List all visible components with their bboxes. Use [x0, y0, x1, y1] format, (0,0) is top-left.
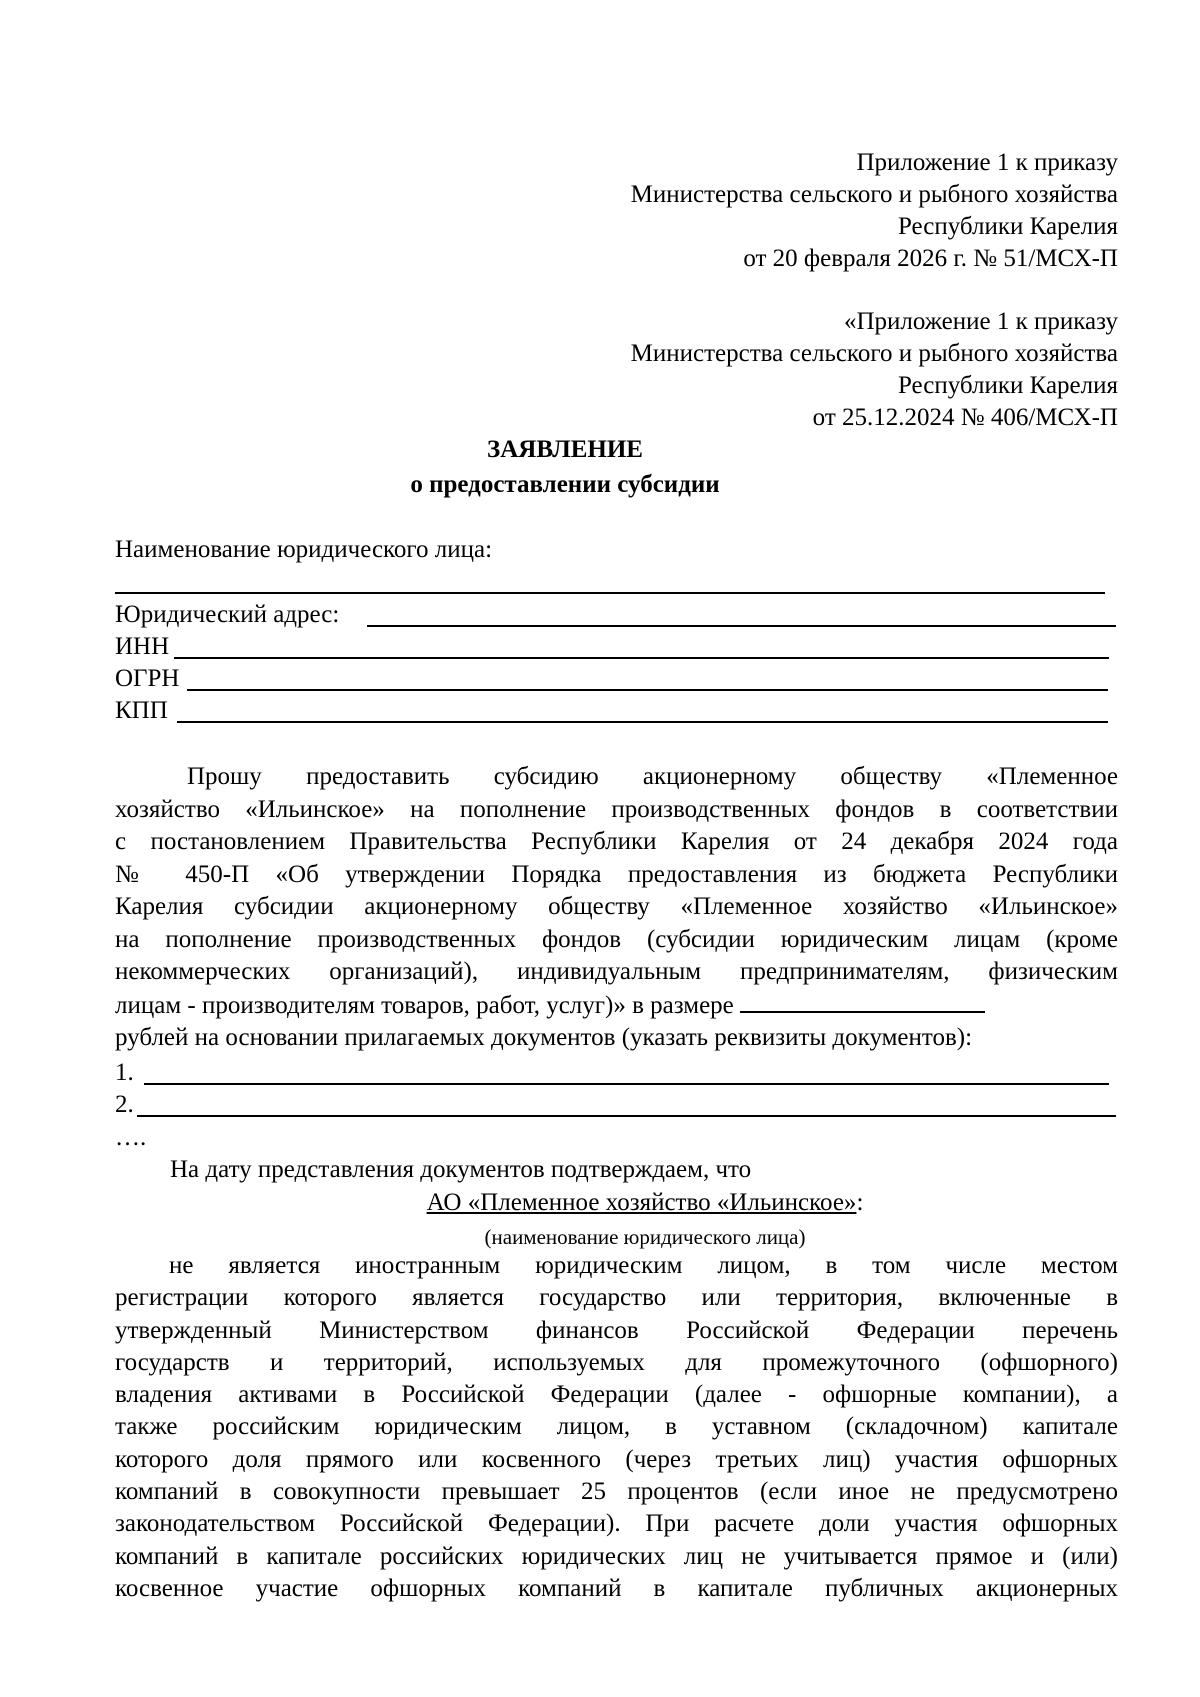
- entity-name-label: Наименование юридического лица:: [115, 536, 493, 563]
- ogrn-label: ОГРН: [115, 665, 180, 692]
- inn-line[interactable]: [174, 657, 1109, 659]
- header-line: «Приложение 1 к приказу: [843, 308, 1118, 335]
- document-title: [0, 432, 1130, 502]
- ogrn-line[interactable]: [187, 689, 1108, 691]
- inn-label: ИНН: [115, 633, 170, 660]
- confirmation-entity: АО «Племенное хозяйство «Ильинское»: [426, 1189, 857, 1216]
- confirmation-line: компаний в капитале российских юридических лиц не учитывается прямое и (или): [115, 1542, 1118, 1570]
- header-line: Республики Карелия: [897, 213, 1118, 240]
- confirmation-line: регистрации которого является государство или территория, включенные в: [115, 1284, 1118, 1312]
- header-line: Приложение 1 к приказу: [856, 149, 1118, 176]
- confirmation-line: государств и территорий, используемых для промежуточного (офшорного): [115, 1348, 1118, 1376]
- document-item-2-number: 2.: [115, 1091, 134, 1118]
- kpp-label: КПП: [115, 697, 168, 724]
- confirmation-line: владения активами в Российской Федерации (далее - офшорные компании), а: [115, 1381, 1118, 1409]
- request-line: на пополнение производственных фондов (субсидии юридическим лицам (кроме: [115, 925, 1118, 953]
- docs-line: рублей на основании прилагаемых документов (указать реквизиты документов):: [115, 1024, 973, 1051]
- confirmation-entity-line: [0, 1188, 1200, 1218]
- amount-line: [115, 989, 1118, 1023]
- document-item-1-number: 1.: [115, 1059, 134, 1086]
- title-main: ЗАЯВЛЕНИЕ: [487, 436, 643, 463]
- request-paragraph: [115, 761, 1118, 1055]
- document-item-1-line[interactable]: [144, 1083, 1109, 1085]
- amount-text: лицам - производителям товаров, работ, услуг)» в размере: [115, 991, 734, 1019]
- confirmation-paragraph: [115, 1250, 1118, 1605]
- entity-caption: (наименование юридического лица): [484, 1225, 806, 1249]
- header-original-order: [631, 306, 1118, 434]
- confirmation-line: компаний в совокупности превышает 25 процентов (если иное не предусмотрено: [115, 1478, 1118, 1506]
- document-item-2-line[interactable]: [137, 1115, 1116, 1117]
- entity-name-line[interactable]: [115, 592, 1105, 594]
- confirmation-line: которого доля прямого или косвенного (через третьих лиц) участия офшорных: [115, 1445, 1118, 1473]
- confirmation-colon: :: [856, 1189, 864, 1216]
- confirmation-line: законодательством Российской Федерации). При расчете доли участия офшорных: [115, 1510, 1118, 1538]
- request-line: с постановлением Правительства Республики Карелия от 24 декабря 2024 года: [115, 828, 1118, 855]
- header-line: Министерства сельского и рыбного хозяйства: [630, 181, 1118, 208]
- header-line: от 20 февраля 2026 г. № 51/МСХ-П: [743, 245, 1118, 272]
- header-line: Министерства сельского и рыбного хозяйства: [630, 340, 1118, 367]
- request-line: № 450-П «Об утверждении Порядка предоставления из бюджета Республики: [115, 860, 1118, 888]
- request-line: хозяйство «Ильинское» на пополнение производственных фондов в соответствии: [115, 795, 1118, 823]
- header-current-order: [631, 147, 1118, 275]
- legal-address-line[interactable]: [367, 625, 1116, 627]
- confirmation-intro: На дату представления документов подтверждаем, что: [170, 1156, 752, 1183]
- header-line: Республики Карелия: [897, 372, 1118, 399]
- title-sub: о предоставлении субсидии: [410, 471, 720, 498]
- legal-address-label: Юридический адрес:: [115, 601, 340, 628]
- request-line: Прошу предоставить субсидию акционерному обществу «Племенное: [187, 763, 1118, 790]
- confirmation-line: утвержденный Министерством финансов Российской Федерации перечень: [115, 1316, 1118, 1344]
- confirmation-line: не является иностранным юридическим лицом, в том числе местом: [169, 1252, 1118, 1279]
- kpp-line[interactable]: [177, 721, 1108, 723]
- confirmation-line: косвенное участие офшорных компаний в капитале публичных акционерных: [115, 1574, 1118, 1602]
- documents-ellipsis: ….: [115, 1124, 147, 1151]
- confirmation-line: также российским юридическим лицом, в уставном (складочном) капитале: [115, 1413, 1118, 1441]
- request-line: Карелия субсидии акционерному обществу «Племенное хозяйство «Ильинское»: [115, 893, 1118, 920]
- header-line: от 25.12.2024 № 406/МСХ-П: [812, 404, 1118, 431]
- request-line: некоммерческих организаций), индивидуальным предпринимателям, физическим: [115, 958, 1118, 985]
- amount-blank[interactable]: [740, 989, 985, 1013]
